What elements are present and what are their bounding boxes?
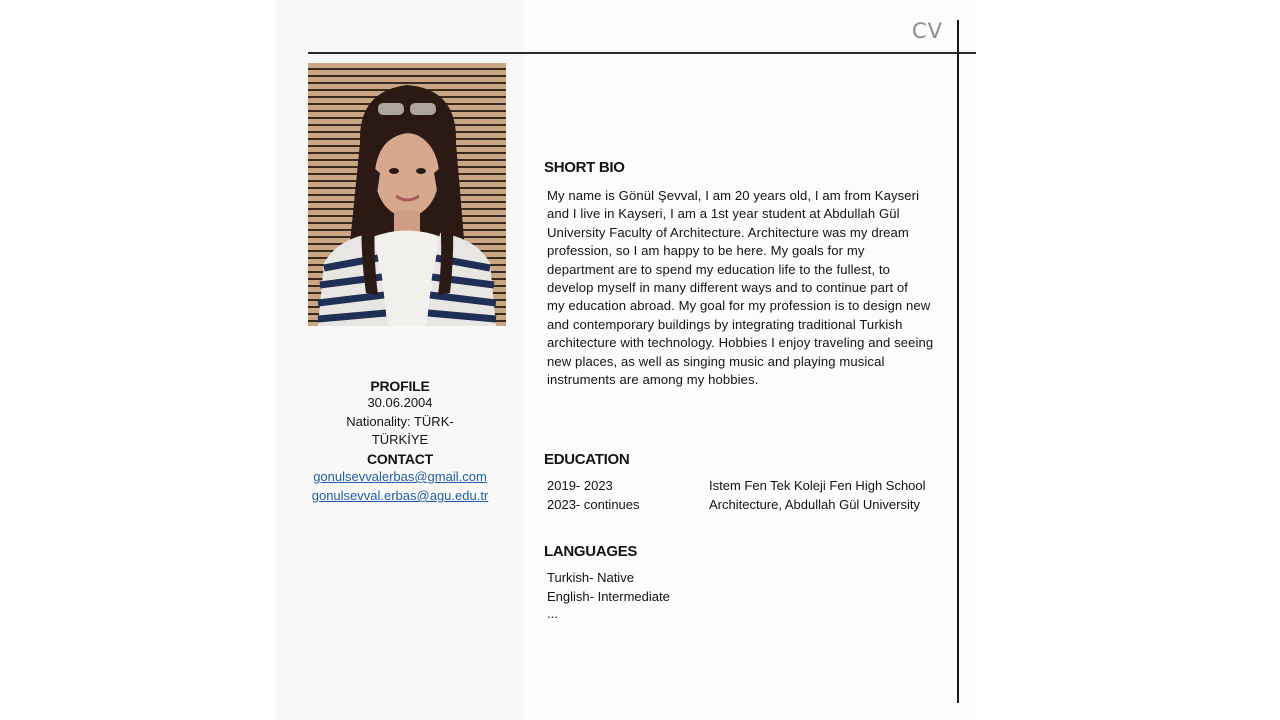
email-link-university[interactable]: gonulsevval.erbas@agu.edu.tr [311, 488, 489, 503]
education-years: 2019- 2023 [547, 478, 613, 493]
bio-line: instruments are among my hobbies. [547, 372, 759, 388]
bio-line: My name is Gönül Şevval, I am 20 years old, I am from Kayseri [547, 188, 920, 203]
bio-line: and contemporary buildings by integrating traditional Turkish [547, 316, 903, 332]
portrait-illustration [308, 63, 506, 326]
bio-line: new places, as well as singing music and playing musical [547, 353, 885, 369]
education-school: Istem Fen Tek Koleji Fen High School [709, 478, 926, 493]
profile-section [276, 378, 524, 450]
bio-line: my education abroad. My goal for my profession is to design new [547, 298, 931, 314]
vertical-divider [957, 20, 959, 703]
birth-date: 30.06.2004 [367, 395, 433, 410]
short-bio-heading: SHORT BIO [544, 159, 625, 176]
bio-line: and I live in Kayseri, I am a 1st year student at Abdullah Gül [547, 206, 900, 222]
short-bio-text [547, 187, 949, 389]
contact-section [276, 451, 524, 505]
languages-heading: LANGUAGES [544, 543, 638, 560]
email-link-personal[interactable]: gonulsevvalerbas@gmail.com [313, 469, 487, 484]
bio-line: department are to spend my education life to the fullest, to [547, 261, 890, 277]
contact-heading: CONTACT [367, 451, 433, 467]
education-school: Architecture, Abdullah Gül University [709, 497, 920, 512]
language-item: ... [547, 606, 558, 621]
profile-photo [308, 63, 506, 326]
profile-heading: PROFILE [370, 378, 430, 394]
bio-line: architecture with technology. Hobbies I enjoy traveling and seeing [547, 335, 934, 351]
bio-line: University Faculty of Architecture. Architecture was my dream [547, 224, 909, 240]
education-years: 2023- continues [547, 497, 640, 512]
header-divider [308, 52, 976, 54]
bio-line: profession, so I am happy to be here. My goals for my [547, 243, 865, 259]
language-item: English- Intermediate [547, 589, 670, 604]
nationality-line-2: TÜRKİYE [371, 432, 429, 447]
cv-label: CV [912, 19, 944, 43]
nationality-line-1: Nationality: TÜRK- [346, 413, 454, 429]
bio-line: develop myself in many different ways and to continue part of [547, 280, 909, 296]
cv-page [276, 0, 976, 720]
language-item: Turkish- Native [547, 570, 634, 585]
education-heading: EDUCATION [544, 451, 630, 468]
